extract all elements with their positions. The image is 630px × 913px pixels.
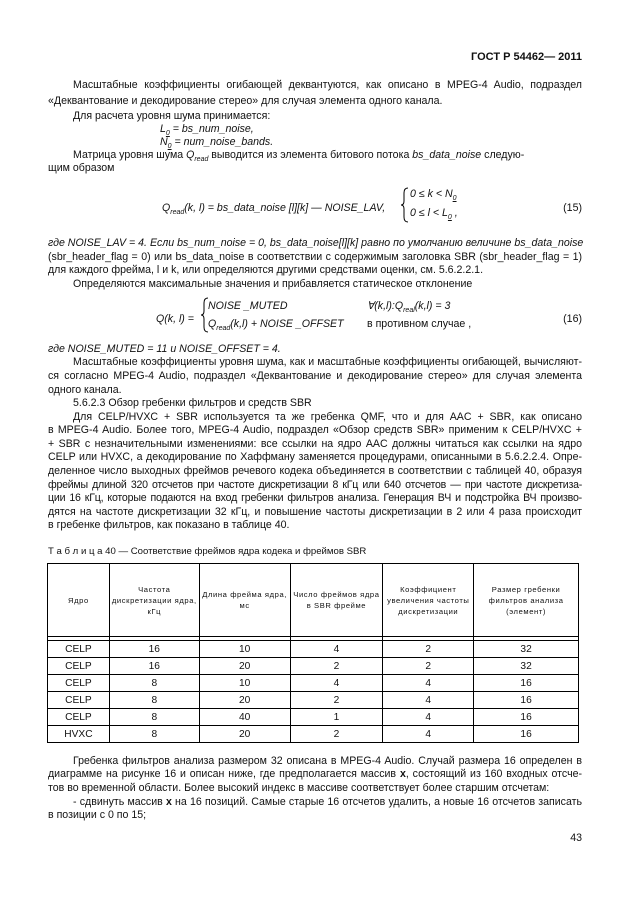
table-header-cell: Размер гребенки фильтров анализа (элемент)	[474, 564, 579, 637]
paragraph-line: для каждого фрейма, l и k, или определяются другими средствами оценки, см. 5.6.2.2.1.	[48, 264, 484, 276]
table-cell: 1	[290, 709, 383, 726]
paragraph-line: где NOISE_LAV = 4. Если bs_num_noise = 0, bs_data_noise[l][k] равно по умолчанию величине bs_data_noise	[48, 237, 584, 249]
paragraph-line: Определяются максимальные значения и прибавляется статическое отклонение	[73, 278, 473, 290]
equation-16-condition-2: в противном случае ,	[367, 318, 472, 330]
paragraph-line: «Деквантование и декодирование стерео» для случая элемента одного канала.	[48, 95, 443, 107]
table-cell: 4	[383, 726, 474, 743]
paragraph-line: где NOISE_MUTED = 11 и NOISE_OFFSET = 4.	[48, 343, 281, 355]
table-cell: 16	[474, 709, 579, 726]
paragraph-line: щим образом	[48, 162, 115, 174]
table-cell: 8	[109, 692, 199, 709]
table-row	[48, 675, 579, 692]
paragraph-line: Масштабные коэффициенты уровня шума, как и масштабные коэффициенты огибающей, вычисляют-	[73, 356, 582, 368]
table-cell: CELP	[48, 709, 110, 726]
paragraph-line: Для CELP/HVXC + SBR используется та же гребенка QMF, что и для AAC + SBR, как описано	[73, 411, 582, 423]
equation-number: (16)	[563, 313, 582, 325]
equation-16-case-1: NOISE _MUTED	[208, 300, 288, 312]
noise-def-n0: $N_0$ = num_noise_bands.	[160, 136, 274, 151]
paragraph-line: Матрица уровня шума $Q_{read}$ выводится из элемента битового потока bs_data_noise следую-	[73, 149, 525, 164]
table-header-cell: Ядро	[48, 564, 110, 637]
paragraph-line: Гребенка фильтров анализа размером 32 описана в MPEG-4 Audio. Случай размера 16 определен в	[73, 755, 582, 767]
table-header-cell: Коэффициент увеличения частоты дискретизации	[383, 564, 474, 637]
table-row	[48, 641, 579, 658]
table-caption: Т а б л и ц а 40 — Соответствие фреймов ядра кодека и фреймов SBR	[48, 546, 367, 557]
table-row	[48, 658, 579, 675]
paragraph-line: тов во временной области. Более высокий индекс в массиве соответствует более старшим отсчетам:	[48, 782, 550, 794]
paragraph-line: CELP или HVXC, а декодирование по Хаффману заменяется процедурами, описанными в 5.6.2.2.4. Опре-	[48, 451, 582, 463]
table-cell: 8	[109, 675, 199, 692]
table-cell: 32	[474, 658, 579, 675]
page-number: 43	[570, 832, 582, 844]
noise-intro: Для расчета уровня шума принимается:	[73, 110, 271, 122]
table-cell: 4	[383, 709, 474, 726]
table-cell: 8	[109, 709, 199, 726]
table-cell: 16	[109, 658, 199, 675]
table-header-cell: Число фреймов ядра в SBR фрейме	[290, 564, 383, 637]
table-header-row	[48, 564, 579, 637]
paragraph-line: + SBR с незначительными изменениями: все ссылки на ядро AAC должны читаться как ссылки на ядро	[48, 438, 582, 450]
table-cell: 4	[383, 692, 474, 709]
table-cell: 2	[290, 658, 383, 675]
table-cell: 32	[474, 641, 579, 658]
table-row	[48, 692, 579, 709]
paragraph-line: ции 16 кГц, которые подаются на вход гребенки фильтров анализа. Генерация ВЧ и подстройка ВЧ произво-	[48, 492, 582, 504]
paragraph-line: одного канала.	[48, 384, 122, 396]
brace-15	[400, 187, 410, 223]
table-cell: 8	[109, 726, 199, 743]
equation-16-case-2: $Q_{read}(k,l)$ + NOISE _OFFSET	[208, 318, 344, 333]
table-cell: 16	[474, 675, 579, 692]
table-cell: 20	[199, 692, 290, 709]
table-header-cell: Длина фрейма ядра, мс	[199, 564, 290, 637]
table-cell: CELP	[48, 641, 110, 658]
paragraph-line: в позиции с 0 по 15;	[48, 809, 147, 821]
table-cell: 20	[199, 658, 290, 675]
paragraph-line: в гребенке фильтров, как показано в таблице 40.	[48, 519, 290, 531]
table-row	[48, 709, 579, 726]
table-cell: 2	[383, 641, 474, 658]
table-cell: 4	[290, 641, 383, 658]
table-cell: 2	[290, 726, 383, 743]
table-cell: CELP	[48, 675, 110, 692]
paragraph-line: ся согласно MPEG-4 Audio, подраздел «Деквантование и декодирование стерео» для случая элемента	[48, 370, 582, 382]
equation-16-condition-1: $\forall(k,l):Q_{real}(k,l) = 3$	[367, 300, 451, 315]
paragraph-line: Масштабные коэффициенты огибающей деквантуются, как описано в MPEG-4 Audio, подраздел	[73, 79, 582, 91]
equation-16: Q(k, l) =	[156, 313, 194, 325]
paragraph-line: деленное число выходных фреймов речевого кодека объединяется в соответствии с таблицей 40, образуя	[48, 465, 582, 477]
paragraph-line: в MPEG-4 Audio. Более того, MPEG-4 Audio, подраздел «Обзор средств SBR» применим к CELP/HVXC +	[48, 424, 582, 436]
table-cell: 2	[290, 692, 383, 709]
equation-15-condition: $0 \le k < N_0$	[410, 188, 457, 203]
equation-number: (15)	[563, 202, 582, 214]
standard-header: ГОСТ Р 54462— 2011	[471, 51, 582, 63]
table-cell: 16	[109, 641, 199, 658]
noise-def-l0: $L_0$ = bs_num_noise,	[160, 123, 254, 138]
table-row	[48, 726, 579, 743]
table-cell: CELP	[48, 692, 110, 709]
equation-15-condition: $0 \le l < L_0$ ,	[410, 207, 458, 222]
section-heading: 5.6.2.3 Обзор гребенки фильтров и средств SBR	[73, 397, 312, 409]
table-cell: HVXC	[48, 726, 110, 743]
table-cell: 10	[199, 641, 290, 658]
paragraph-line: - сдвинуть массив x на 16 позиций. Самые старые 16 отсчетов удалить, а новые 16 отсчетов записать	[73, 796, 582, 808]
table-header-cell: Частота дискретизации ядра, кГц	[109, 564, 199, 637]
equation-15: $Q_{read}(k$, l) = bs_data_noise [l][k] — NOISE_LAV,	[162, 202, 386, 217]
table-40	[47, 563, 579, 743]
paragraph-line: (sbr_header_flag = 0) или bs_data_noise в соответствии с содержимым заголовка SBR (sbr_header_flag = 1)	[48, 251, 582, 263]
table-cell: 16	[474, 726, 579, 743]
paragraph-line: диаграмме на рисунке 16 и описан ниже, где предполагается массив x, состоящий из 160 входных отсче-	[48, 768, 583, 780]
table-cell: 4	[383, 675, 474, 692]
paragraph-line: фреймы длиной 320 отсчетов при частоте дискретизации 8 кГц или 640 отсчетов — при частоте дискретиза-	[48, 479, 582, 491]
table-cell: 10	[199, 675, 290, 692]
table-cell: 2	[383, 658, 474, 675]
table-cell: 16	[474, 692, 579, 709]
table-cell: 40	[199, 709, 290, 726]
paragraph-line: дятся на частоте дискретизации 32 кГц, и повышение частоты дискретизации в 2 или 4 раза происходит	[48, 506, 582, 518]
table-cell: 4	[290, 675, 383, 692]
table-cell: CELP	[48, 658, 110, 675]
table-cell: 20	[199, 726, 290, 743]
